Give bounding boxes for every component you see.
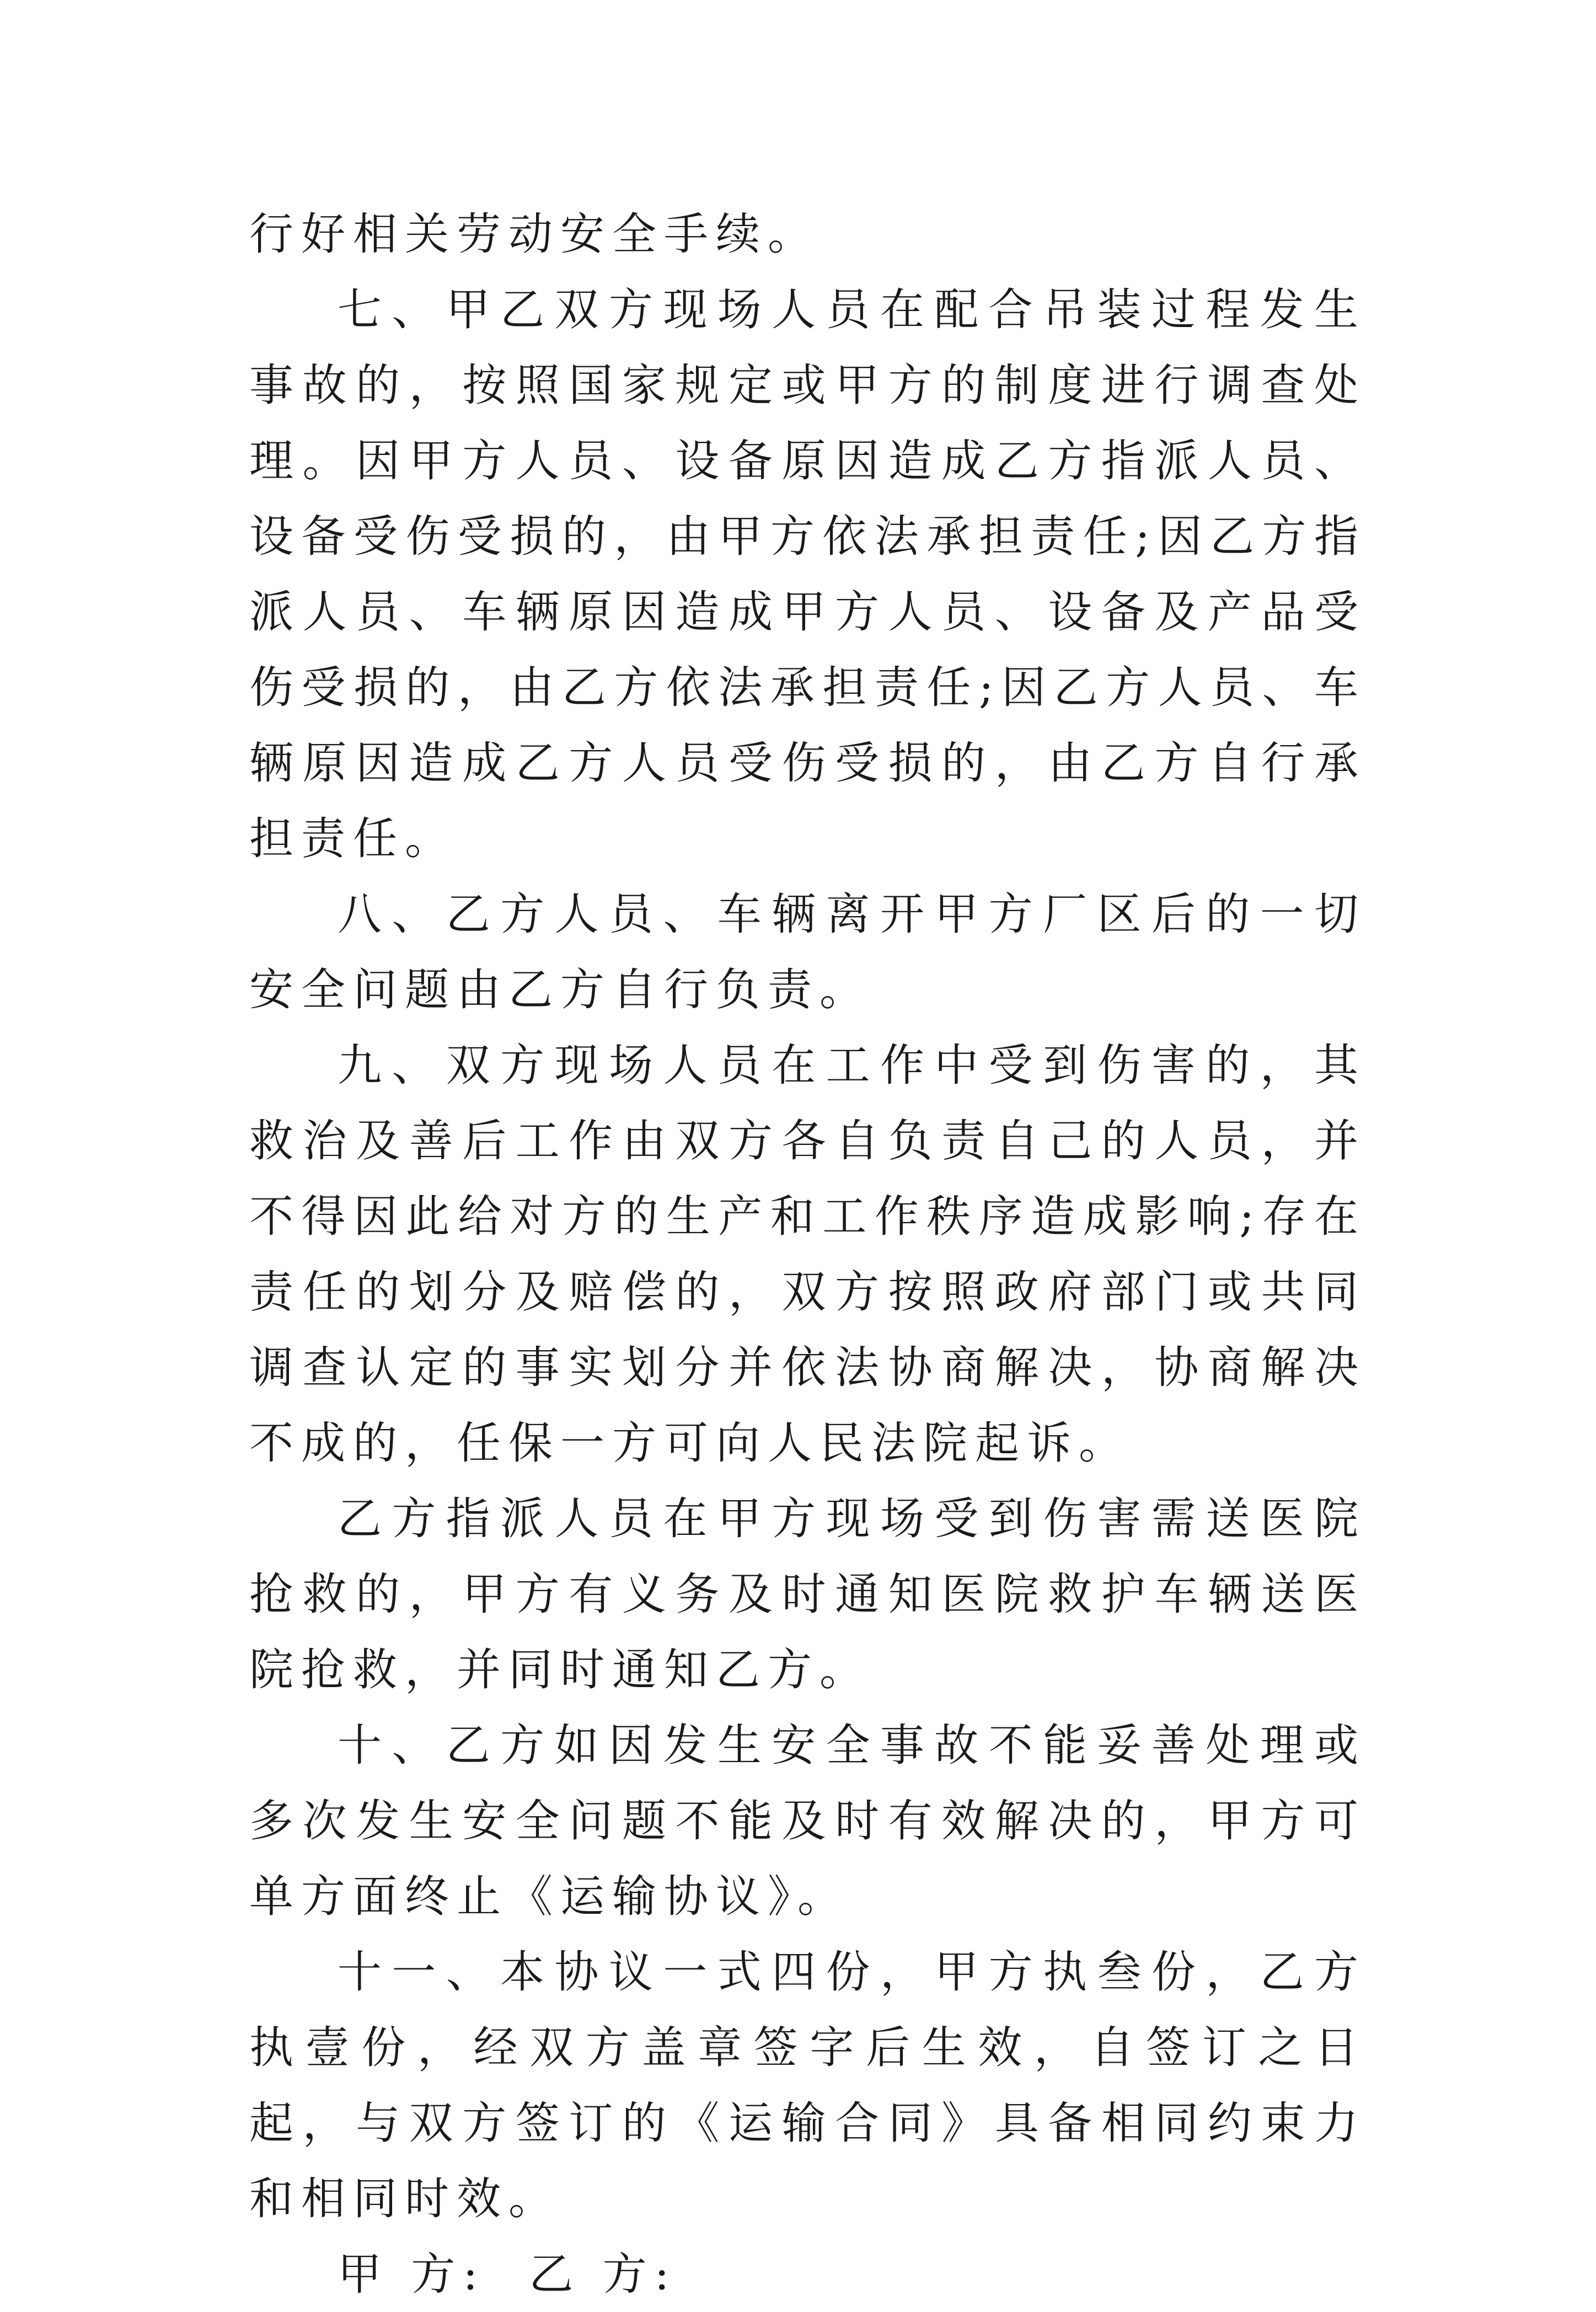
paragraph-continuation: 行好相关劳动安全手续。 [249, 208, 820, 260]
clause-7: 七、甲乙双方现场人员在配合吊装过程发生事故的，按照国家规定或甲方的制度进行调查处理。因甲方人员、设备原因造成乙方指派人员、设备受伤受损的，由甲方依法承担责任;因乙方指派人员、车辆原因造成甲方人员、设备及产品受伤受损的，由乙方依法承担责任;因乙方人员、车辆原因造成乙方人员受伤受损的，由乙方自行承担责任。 [249, 284, 1366, 864]
signature-line: 甲 方: 乙 方: [338, 2249, 677, 2300]
clause-11: 十一、本协议一式四份，甲方执叁份，乙方执壹份，经双方盖章签字后生效，自签订之日起，与双方签订的《运输合同》具备相同约束力和相同时效。 [249, 1946, 1366, 2224]
clause-9-supplement: 乙方指派人员在甲方现场受到伤害需送医院抢救的，甲方有义务及时通知医院救护车辆送医院抢救，并同时通知乙方。 [249, 1493, 1366, 1695]
contract-body [249, 196, 1366, 2312]
clause-9: 九、双方现场人员在工作中受到伤害的，其救治及善后工作由双方各自负责自己的人员，并不得因此给对方的生产和工作秩序造成影响;存在责任的划分及赔偿的，双方按照政府部门或共同调查认定的事实划分并依法协商解决，协商解决不成的，任保一方可向人民法院起诉。 [249, 1040, 1366, 1469]
clause-10: 十、乙方如因发生安全事故不能妥善处理或多次发生安全问题不能及时有效解决的，甲方可单方面终止《运输协议》。 [249, 1720, 1366, 1922]
clause-8: 八、乙方人员、车辆离开甲方厂区后的一切安全问题由乙方自行负责。 [249, 889, 1366, 1015]
